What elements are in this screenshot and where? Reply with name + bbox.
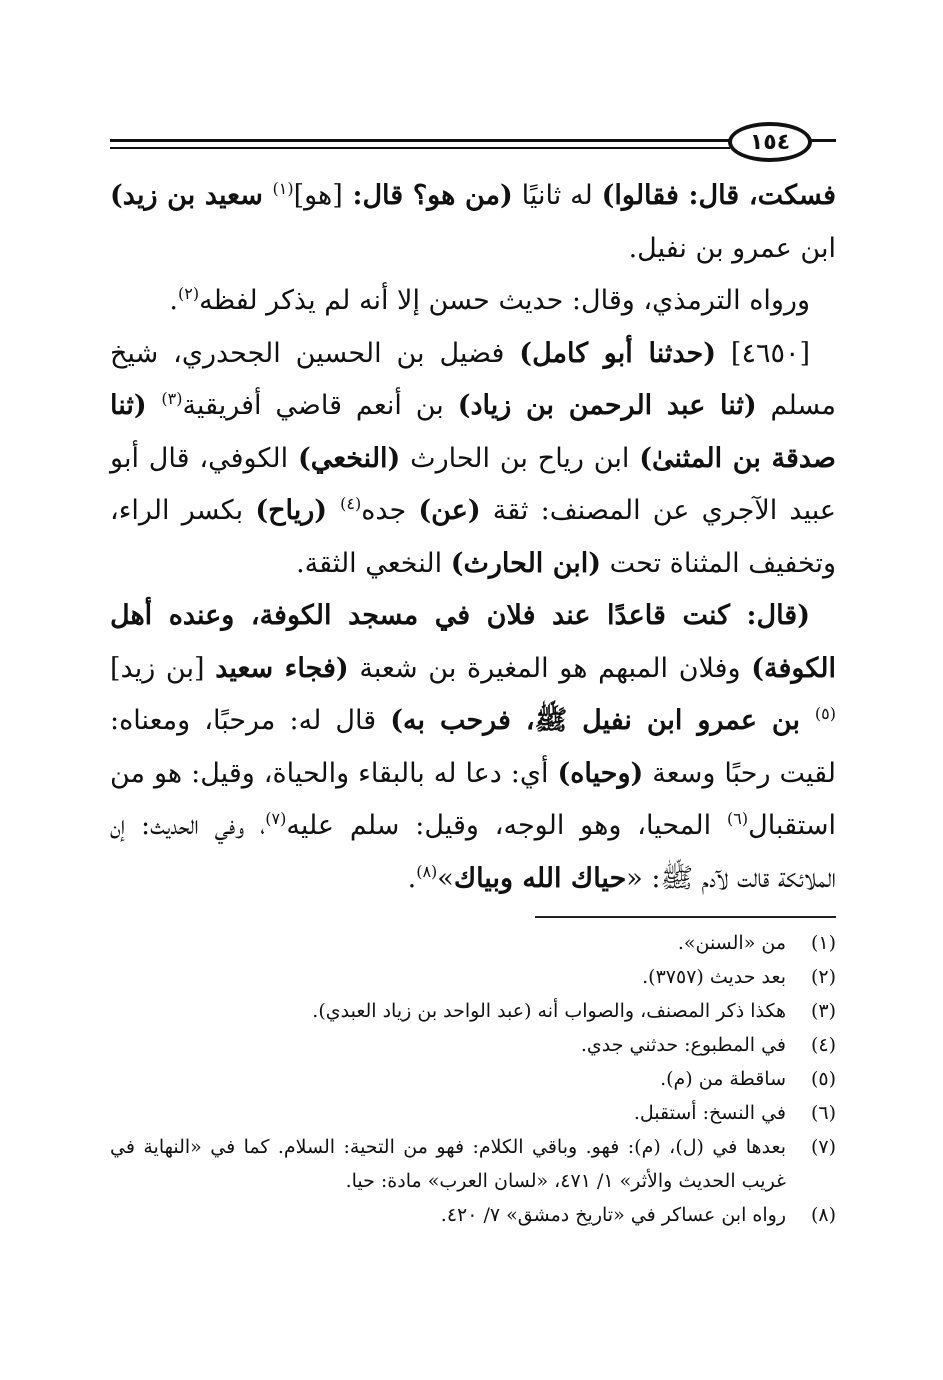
footnote-text: ساقطة من (م). bbox=[660, 1068, 786, 1090]
paragraph-4 bbox=[110, 590, 836, 905]
text-run: ابن رياح بن الحارث bbox=[400, 442, 640, 474]
footnote bbox=[110, 1198, 836, 1232]
page-number: ١٥٤ bbox=[728, 122, 812, 162]
footnote bbox=[110, 1096, 836, 1130]
footnote-marker: (١) bbox=[272, 179, 294, 198]
footnote bbox=[110, 960, 836, 994]
footnote-text: رواه ابن عساكر في «تاريخ دمشق» ٧/ ٤٢٠. bbox=[440, 1204, 786, 1226]
footnote-number: (٦) bbox=[810, 1102, 836, 1124]
footnote-number: (٤) bbox=[810, 1034, 836, 1056]
footnote bbox=[110, 1062, 836, 1096]
footnote-text: في النسخ: أستقبل. bbox=[633, 1102, 786, 1124]
text-run: ابن عمرو بن نفيل. bbox=[628, 232, 836, 264]
header-rule-thick bbox=[110, 139, 730, 142]
bold-text-run: (من هو؟ قال: bbox=[342, 180, 513, 211]
bold-text-run: (ثنا صدقة بن المثنىٰ) bbox=[110, 390, 836, 474]
bold-text-run: بن عمرو ابن نفيل ﷺ، فرحب به) bbox=[390, 705, 815, 736]
bold-text-run: (قال: كنت قاعدًا عند فلان في مسجد الكوفة، وعنده أهل الكوفة) bbox=[110, 600, 836, 684]
footnote-text: بعد حديث (٣٧٥٧). bbox=[642, 966, 786, 988]
bold-text-run: (عن) bbox=[418, 495, 481, 526]
footnote bbox=[110, 1028, 836, 1062]
footnote bbox=[110, 1130, 836, 1198]
text-run: فضيل بن الحسين الجحدري، شيخ مسلم bbox=[110, 337, 836, 421]
footnote-text: بعدها في (ل)، (م): فهو. وباقي الكلام: فهو من التحية: السلام. كما في «النهاية في غريب الحديث والأثر» ١/ ٤٧١، «لسان العرب» مادة: حيا. bbox=[110, 1136, 786, 1192]
bold-text-run: فسكت، قال: فقالوا) bbox=[601, 180, 836, 211]
text-run: النخعي الثقة. bbox=[296, 547, 451, 579]
text-run: الكوفي، قال أبو عبيد الآجري عن المصنف: ثقة bbox=[110, 442, 836, 526]
footnote-text: هكذا ذكر المصنف، والصواب أنه (عبد الواحد بن زياد العبدي). bbox=[312, 1000, 786, 1022]
bold-text-run: (فجاء سعيد bbox=[215, 652, 349, 684]
footnote bbox=[110, 994, 836, 1028]
text-run: . bbox=[407, 862, 417, 894]
footnote-marker: (٦) bbox=[726, 809, 749, 828]
paragraph-1 bbox=[110, 170, 836, 275]
footnote-text: من «السنن». bbox=[677, 932, 786, 954]
bold-text-run: (حدثنا أبو كامل) bbox=[519, 337, 716, 369]
text-run: وفلان المبهم هو المغيرة بن شعبة bbox=[348, 652, 752, 684]
footnote-marker: (٥) bbox=[814, 704, 836, 723]
text-run: قال له: مرحبًا، ومعناه: لقيت رحبًا وسعة bbox=[110, 705, 837, 789]
footnote bbox=[110, 926, 836, 960]
text-run: جده bbox=[361, 495, 419, 526]
text-run: ورواه الترمذي، وقال: حديث حسن إلا أنه لم يذكر لفظه bbox=[199, 285, 810, 316]
text-run: بكسر الراء، وتخفيف المثناة تحت bbox=[110, 495, 836, 579]
bold-text-run: حياك الله وبياك bbox=[453, 862, 627, 894]
text-run: [هو] bbox=[293, 180, 343, 211]
bold-text-run: (وحياه) bbox=[557, 757, 644, 789]
text-run: [٤٦٥٠] bbox=[716, 337, 810, 369]
footnote-marker: (٨) bbox=[416, 861, 438, 881]
text-run: ، وفي الحديث: إن الملائكة قالت لآدم ﷺ: « bbox=[110, 810, 836, 894]
bold-text-run: (ثنا عبد الرحمن بن زياد) bbox=[457, 390, 757, 421]
footnote-marker: (٣) bbox=[161, 389, 183, 408]
bold-text-run: (رياح) bbox=[255, 495, 341, 526]
paragraph-2 bbox=[110, 275, 836, 328]
footnote-number: (٢) bbox=[810, 966, 836, 988]
page-header bbox=[110, 116, 836, 172]
footnote-number: (٥) bbox=[810, 1068, 836, 1090]
text-run: المحيا، وهو الوجه، وقيل: سلم عليه bbox=[286, 810, 727, 841]
text-run: بن أنعم قاضي أفريقية bbox=[182, 390, 458, 421]
paragraph-3 bbox=[110, 328, 836, 591]
header-rule-thin bbox=[110, 147, 730, 149]
bold-text-run: (ابن الحارث) bbox=[450, 547, 602, 579]
text-run: أي: دعا له بالبقاء والحياة، وقيل: هو من استقبال bbox=[110, 757, 836, 841]
footnote-marker: (٢) bbox=[178, 284, 200, 303]
footnote-number: (٣) bbox=[810, 1000, 836, 1022]
bold-text-run: (النخعي) bbox=[297, 442, 401, 474]
text-run: . bbox=[169, 285, 178, 316]
text-run: له ثانيًا bbox=[512, 180, 602, 211]
text-run: [بن زيد] bbox=[110, 652, 216, 684]
main-text bbox=[110, 170, 836, 905]
footnote-marker: (٧) bbox=[265, 809, 287, 828]
footnote-separator bbox=[535, 916, 836, 918]
bold-text-run: سعيد بن زيد) bbox=[110, 180, 273, 211]
footnote-marker: (٤) bbox=[340, 494, 362, 513]
footnote-number: (١) bbox=[810, 932, 836, 954]
footnote-text: في المطبوع: حدثني جدي. bbox=[580, 1034, 786, 1056]
header-rule-right bbox=[810, 139, 836, 142]
footnote-number: (٨) bbox=[810, 1204, 836, 1226]
footnotes-list bbox=[110, 926, 836, 1232]
text-run: » bbox=[437, 862, 454, 894]
footnote-number: (٧) bbox=[810, 1136, 836, 1158]
